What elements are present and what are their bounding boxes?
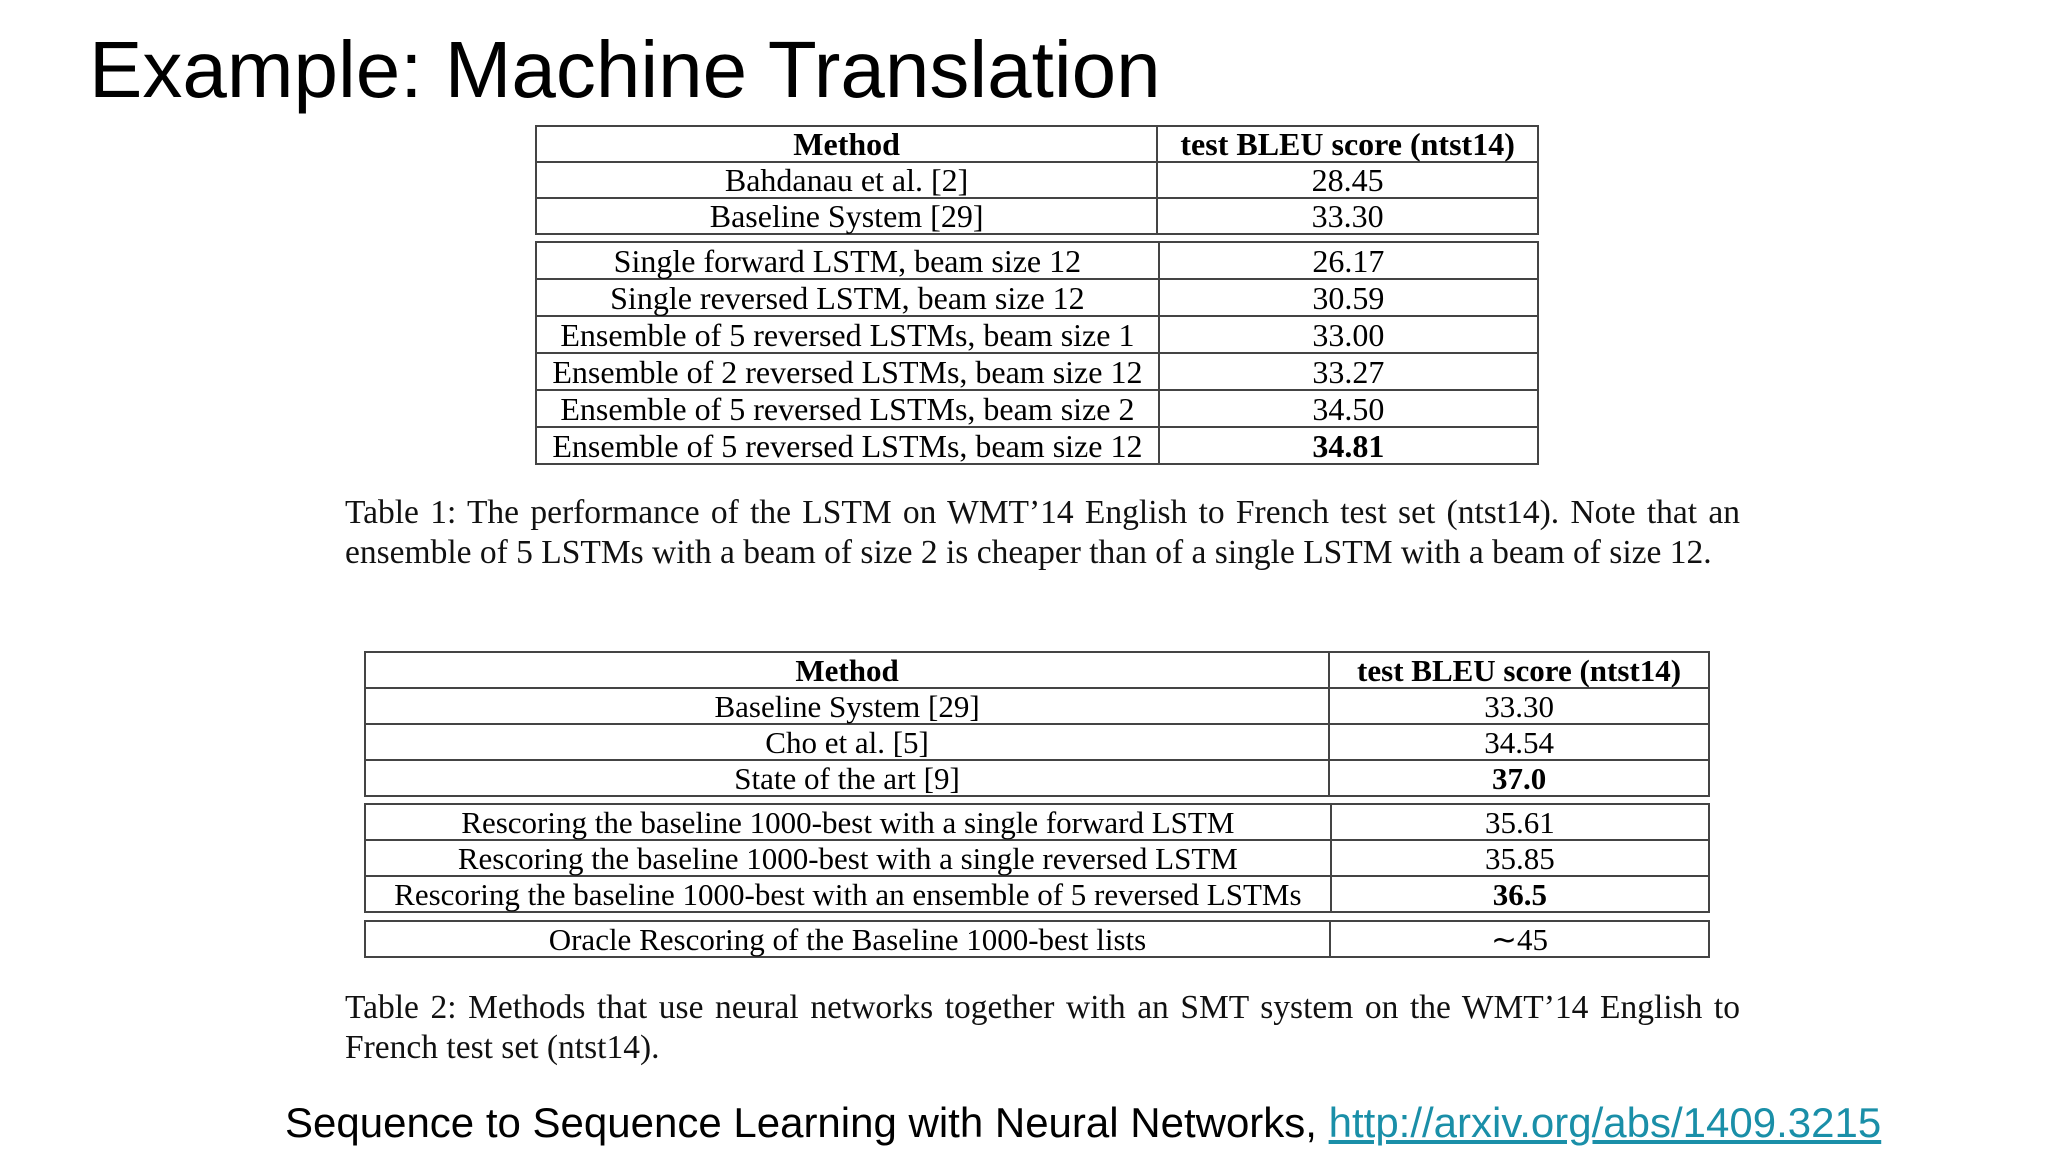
table1-caption: Table 1: The performance of the LSTM on WMT’14 English to French test set (ntst14). Note that an ensemble of 5 LSTMs with a beam of size 2 is cheaper than of a single LSTM with a beam of size 12. [345, 494, 1740, 571]
table-row [536, 279, 1538, 316]
table-header-row [536, 126, 1538, 162]
method-cell: Baseline System [29] [536, 198, 1157, 234]
method-cell: Single reversed LSTM, beam size 12 [536, 279, 1159, 316]
table2-bottom [364, 920, 1710, 958]
method-cell: Ensemble of 2 reversed LSTMs, beam size 12 [536, 353, 1159, 390]
table1-top [535, 125, 1539, 235]
table-row [365, 840, 1709, 876]
score-cell: 35.85 [1331, 840, 1709, 876]
method-cell: Ensemble of 5 reversed LSTMs, beam size 12 [536, 427, 1159, 464]
score-cell-best: 37.0 [1329, 760, 1709, 796]
method-cell: Rescoring the baseline 1000-best with a single reversed LSTM [365, 840, 1331, 876]
table2-middle [364, 803, 1710, 913]
score-cell: 28.45 [1157, 162, 1538, 198]
table2-top [364, 651, 1710, 797]
table-row [365, 921, 1709, 957]
method-cell: Baseline System [29] [365, 688, 1329, 724]
method-cell: Cho et al. [5] [365, 724, 1329, 760]
score-cell: 26.17 [1159, 242, 1538, 279]
table1-bottom [535, 241, 1539, 465]
score-cell: 33.30 [1329, 688, 1709, 724]
column-header-score: test BLEU score (ntst14) [1157, 126, 1538, 162]
table-row [365, 804, 1709, 840]
method-cell: Ensemble of 5 reversed LSTMs, beam size 2 [536, 390, 1159, 427]
score-cell: 33.00 [1159, 316, 1538, 353]
citation-footer [285, 1098, 1881, 1148]
table2-caption: Table 2: Methods that use neural networks together with an SMT system on the WMT’14 English to French test set (ntst14). [345, 989, 1740, 1066]
method-cell: Rescoring the baseline 1000-best with an ensemble of 5 reversed LSTMs [365, 876, 1331, 912]
table-row [365, 688, 1709, 724]
paper-link[interactable]: http://arxiv.org/abs/1409.3215 [1328, 1099, 1882, 1146]
table-row [536, 427, 1538, 464]
score-cell: 34.54 [1329, 724, 1709, 760]
score-cell: ∼45 [1330, 921, 1709, 957]
method-cell: Single forward LSTM, beam size 12 [536, 242, 1159, 279]
method-cell: Rescoring the baseline 1000-best with a single forward LSTM [365, 804, 1331, 840]
method-cell: State of the art [9] [365, 760, 1329, 796]
method-cell: Oracle Rescoring of the Baseline 1000-best lists [365, 921, 1330, 957]
method-cell: Ensemble of 5 reversed LSTMs, beam size 1 [536, 316, 1159, 353]
table-row [365, 760, 1709, 796]
table-row [536, 390, 1538, 427]
score-cell: 35.61 [1331, 804, 1709, 840]
score-cell-best: 36.5 [1331, 876, 1709, 912]
score-cell: 30.59 [1159, 279, 1538, 316]
method-cell: Bahdanau et al. [2] [536, 162, 1157, 198]
table-row [536, 242, 1538, 279]
score-cell-best: 34.81 [1159, 427, 1538, 464]
table-row [536, 162, 1538, 198]
table-header-row [365, 652, 1709, 688]
citation-text: Sequence to Sequence Learning with Neural Networks, [285, 1099, 1329, 1146]
column-header-score: test BLEU score (ntst14) [1329, 652, 1709, 688]
table-row [365, 724, 1709, 760]
slide-title: Example: Machine Translation [89, 25, 1161, 114]
score-cell: 33.27 [1159, 353, 1538, 390]
score-cell: 33.30 [1157, 198, 1538, 234]
table-row [365, 876, 1709, 912]
table-row [536, 353, 1538, 390]
score-cell: 34.50 [1159, 390, 1538, 427]
column-header-method: Method [536, 126, 1157, 162]
table-row [536, 198, 1538, 234]
table-row [536, 316, 1538, 353]
column-header-method: Method [365, 652, 1329, 688]
